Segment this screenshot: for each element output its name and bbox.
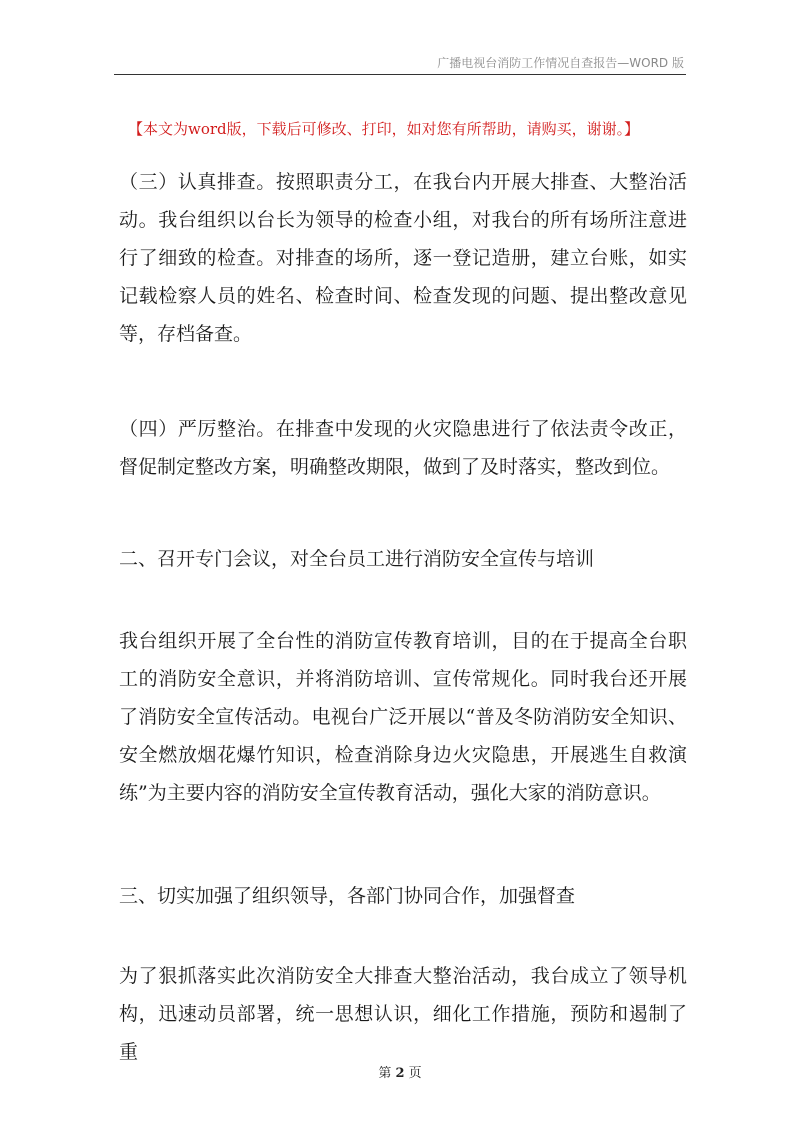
download-notice: 【本文为word版，下载后可修改、打印，如对您有所帮助，请购买，谢谢。】 [128,120,640,138]
header-rule [114,74,686,75]
section-heading: 三、切实加强了组织领导，各部门协同合作，加强督查 [119,885,576,907]
paragraph-text: 我台组织开展了全台性的消防宣传教育培训，目的在于提高全台职工的消防安全意识，并将消防培训、宣传常规化。同时我台还开展了消防安全宣传活动。电视台广泛开展以“普及冬防消防安全知识、安全燃放烟花爆竹知识，检查消除身边火灾隐患，开展逃生自救演练”为主要内容的消防安全宣传教育活动，强化大家的消防意识。 [119,630,687,804]
paragraph-text: （四）严厉整治。在排查中发现的火灾隐患进行了依法责令改正，督促制定整改方案，明确整改期限，做到了及时落实，整改到位。 [119,418,687,478]
page-number: 2 [395,1066,405,1081]
page-prefix: 第 [378,1066,392,1081]
paragraph-4-rectification [119,410,687,486]
paragraph-3-inspection [119,163,687,353]
paragraph-text: 为了狠抓落实此次消防安全大排查大整治活动，我台成立了领导机构，迅速动员部署，统一思想认识，细化工作措施，预防和遏制了重 [119,965,687,1063]
header-title: 广播电视台消防工作情况自查报告—WORD 版 [437,56,684,70]
paragraph-leadership [119,957,687,1071]
page-suffix: 页 [408,1066,422,1081]
section-heading-2 [119,540,687,578]
section-heading-3 [119,877,687,915]
paragraph-text: （三）认真排查。按照职责分工，在我台内开展大排查、大整治活动。我台组织以台长为领导的检查小组，对我台的所有场所注意进行了细致的检查。对排查的场所，逐一登记造册，建立台账，如实记载检察人员的姓名、检查时间、检查发现的问题、提出整改意见等，存档备查。 [119,171,687,345]
page-footer [0,1062,800,1081]
section-heading: 二、召开专门会议，对全台员工进行消防安全宣传与培训 [119,548,595,570]
paragraph-training [119,622,687,812]
